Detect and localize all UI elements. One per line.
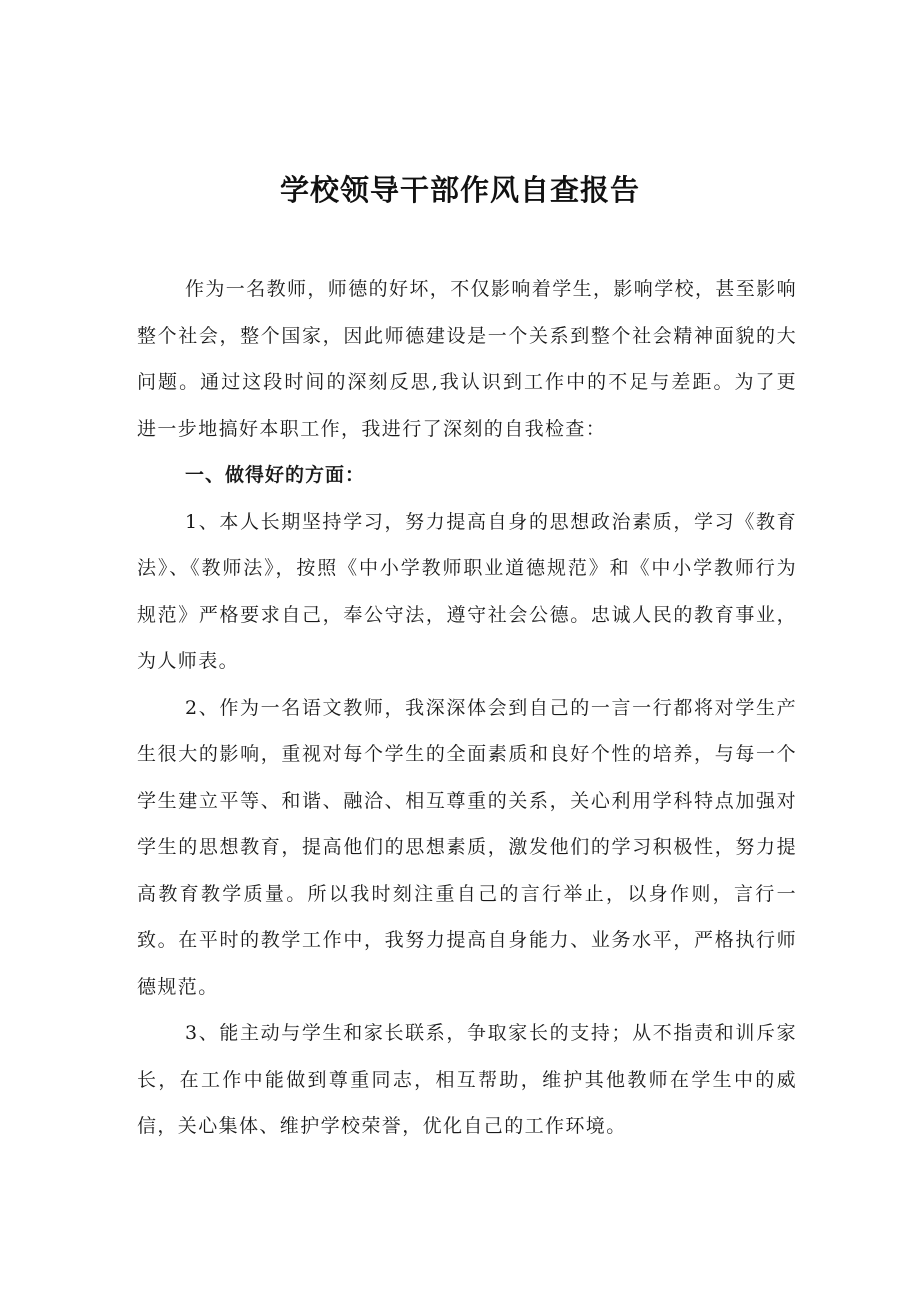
list-item: 3、能主动与学生和家长联系，争取家长的支持；从不指责和训斥家长，在工作中能做到尊重同志，相互帮助，维护其他教师在学生中的威信，关心集体、维护学校荣誉，优化自己的工作环境。 xyxy=(137,1022,797,1137)
list-item: 2、作为一名语文教师，我深深体会到自己的一言一行都将对学生产生很大的影响，重视对每个学生的全面素质和良好个性的培养，与每一个学生建立平等、和谐、融洽、相互尊重的关系，关心利用学科特点加强对学生的思想教育，提高他们的思想素质，激发他们的学习积极性，努力提高教育教学质量。所以我时刻注重自己的言行举止，以身作则，言行一致。在平时的教学工作中，我努力提高自身能力、业务水平，严格执行师德规范。 xyxy=(137,696,797,998)
intro-paragraph: 作为一名教师，师德的好坏，不仅影响着学生，影响学校，甚至影响整个社会，整个国家，因此师德建设是一个关系到整个社会精神面貌的大问题。通过这段时间的深刻反思,我认识到工作中的不足与差距。为了更进一步地搞好本职工作，我进行了深刻的自我检查： xyxy=(137,278,798,440)
document-body xyxy=(137,266,797,1150)
list-item: 1、本人长期坚持学习，努力提高自身的思想政治素质，学习《教育法》、《教师法》，按照《中小学教师职业道德规范》和《中小学教师行为规范》严格要求自己，奉公守法，遵守社会公德。忠诚人民的教育事业，为人师表。 xyxy=(137,510,797,672)
section-heading: 一、做得好的方面： xyxy=(185,464,366,486)
document-title: 学校领导干部作风自查报告 xyxy=(279,173,640,207)
